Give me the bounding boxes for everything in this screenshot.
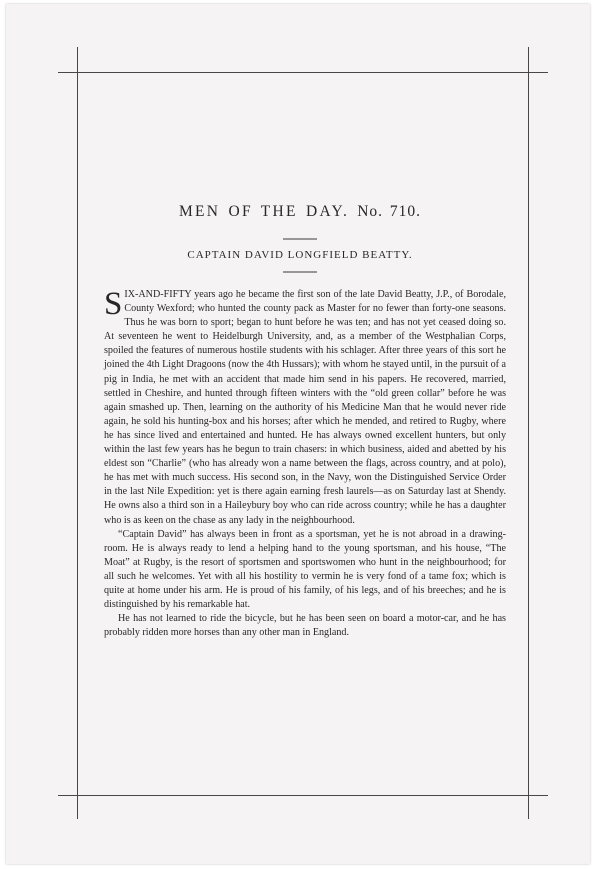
issue-number: No. 710.	[357, 203, 422, 220]
subtitle: CAPTAIN DAVID LONGFIELD BEATTY.	[187, 249, 413, 261]
article-body	[104, 288, 506, 640]
bottom-border-rule	[58, 795, 548, 796]
paragraph-1-text: IX-AND-FIFTY years ago he became the first son of the late David Beatty, J.P., of Borodale, County Wexford; who hunted the county pack as Master for no fewer than forty-one seasons. Thus he was born to sport; began to hunt before he was ten; and has not yet ceased doing so. At seventeen he went to Heidelburgh University, and, as a member of the Westphalian Corps, spoiled the features of numerous hostile students with his schlager. After three years of this sort he joined the 4th Light Dragoons (now the 4th Hussars); with whom he stayed until, in the pursuit of a pig in India, he met with an accident that made him send in his papers. He recovered, married, settled in Cheshire, and hunted through fifteen winters with the “old green collar” before he was again smashed up. Then, learning on the authority of his Medicine Man that he would never ride again, he sold his hunting-box and his horses; after which he mended, and retired to Rugby, where he has since lived and entertained and hunted. He has always owned excellent hunters, but only within the last few years has he begun to train chasers: in which business, aided and abetted by his eldest son “Charlie” (who has already won a name between the flags, across country, and at polo), he has met with much success. His second son, in the Navy, won the Distinguished Service Order in the last Nile Expedition: yet is there again earning fresh laurels—as on Saturday last at Shendy. He owns also a third son in a Haileybury boy who can ride across country; while he has a daughter who is as keen on the chase as any lady in the neighbourhood.	[104, 289, 506, 526]
right-border-rule	[528, 47, 529, 819]
drop-cap: S	[104, 286, 123, 322]
subtitle-divider	[283, 271, 317, 273]
article-paragraph-1	[104, 288, 506, 528]
page-title	[0, 203, 600, 221]
top-border-rule	[58, 72, 548, 73]
article-paragraph-2: “Captain David” has always been in front as a sportsman, yet he is not abroad in a drawing-room. He is always ready to lend a helping hand to the young sportsman, and his house, “The Moat” at Rugby, is the resort of sportsmen and sportswomen who hunt in the neighbourhood; for all such he welcomes. Yet with all his hostility to vermin he is very fond of a tame fox; which is quite at home under his arm. He is proud of his family, of his legs, and of his breeches; and he is distinguished by his remarkable hat.	[104, 528, 506, 611]
title-text: MEN OF THE DAY.	[178, 203, 350, 220]
title-divider	[283, 238, 317, 240]
article-paragraph-3: He has not learned to ride the bicycle, but he has been seen on board a motor-car, and he has probably ridden more horses than any other man in England.	[104, 613, 506, 639]
left-border-rule	[77, 47, 78, 819]
